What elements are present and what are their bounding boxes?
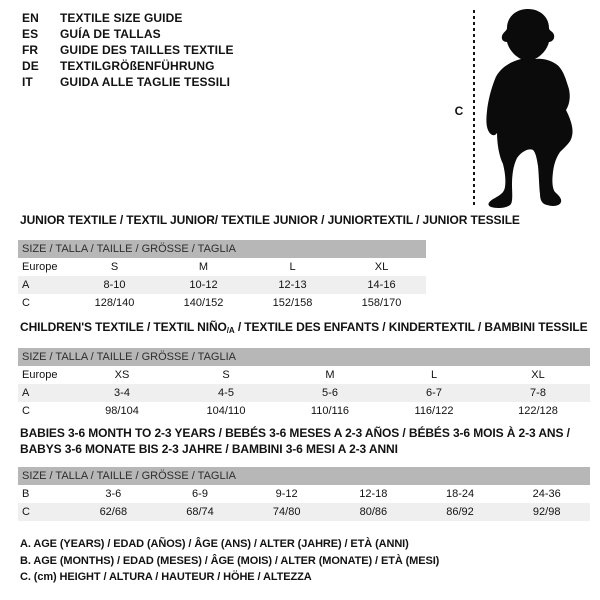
babies-table-title [20,426,570,456]
age-cell: 3-6 [105,488,122,500]
age-cell: 14-16 [367,279,396,291]
row-label: C [22,405,30,417]
size-cell: M [325,369,335,381]
size-header-bar: SIZE / TALLA / TAILLE / GRÖSSE / TAGLIA [18,240,426,258]
age-cell: 5-6 [322,387,338,399]
row-label: A [22,387,30,399]
size-header-bar: SIZE / TALLA / TAILLE / GRÖSSE / TAGLIA [18,467,590,485]
age-cell: 18-24 [445,488,475,500]
size-cell: XL [531,369,545,381]
age-cell: 10-12 [189,279,218,291]
language-label: GUÍA DE TALLAS [60,27,161,41]
title-line-2: BABYS 3-6 MONATE BIS 2-3 JAHRE / BAMBINI 3-6 MESI A 2-3 ANNI [20,442,398,456]
height-cell: 68/74 [186,506,214,518]
language-code: IT [22,75,33,89]
title-subscript: /A [226,326,235,335]
junior-size-table [18,240,426,312]
children-table-title [20,320,588,338]
height-measure-label: C [454,104,464,118]
height-cell: 110/116 [310,405,350,417]
language-label: TEXTILGRÖßENFÜHRUNG [60,59,215,73]
language-row-it [22,74,234,90]
size-cell: L [289,261,296,273]
language-code: EN [22,11,39,25]
size-cell: L [430,369,438,381]
footnote-age-months: B. AGE (MONTHS) / EDAD (MESES) / ÂGE (MOIS) / ALTER (MONATE) / ETÀ (MESI) [20,554,440,567]
age-cell: 9-12 [275,488,298,500]
height-cell: 80/86 [359,506,388,518]
size-cell: S [222,369,230,381]
language-code: ES [22,27,39,41]
age-cell: 8-10 [103,279,126,291]
table-row-height [18,402,590,420]
table-row-europe [18,366,590,384]
height-cell: 158/170 [361,297,402,309]
language-code: DE [22,59,39,73]
height-cell: 128/140 [94,297,135,309]
language-row-en [22,10,234,26]
size-cell: XS [114,369,130,381]
children-size-table [18,348,590,420]
height-cell: 74/80 [272,506,301,518]
footnote-height-cm: C. (cm) HEIGHT / ALTURA / HAUTEUR / HÖHE / ALTEZZA [20,571,312,583]
age-cell: 3-4 [114,387,130,399]
height-cell: 122/128 [518,405,558,417]
height-cell: 152/158 [272,297,313,309]
size-cell: S [110,261,119,273]
age-cell: 4-5 [218,387,234,399]
junior-table-title: JUNIOR TEXTILE / TEXTIL JUNIOR/ TEXTILE JUNIOR / JUNIORTEXTIL / JUNIOR TESSILE [20,213,520,227]
table-row-europe [18,258,426,276]
height-cell: 98/104 [105,405,139,417]
age-cell: 7-8 [530,387,546,399]
language-code: FR [22,43,39,57]
age-cell: 24-36 [532,488,561,500]
table-row-age-months [18,485,590,503]
row-label: C [22,506,30,518]
language-label: GUIDA ALLE TAGLIE TESSILI [60,75,231,89]
language-label: GUIDE DES TAILLES TEXTILE [60,43,234,57]
row-label: C [22,297,30,309]
height-cell: 92/98 [532,506,561,518]
age-cell: 12-13 [278,279,307,291]
table-row-age [18,276,426,294]
language-row-de [22,58,234,74]
table-row-age [18,384,590,402]
footnote-age-years: A. AGE (YEARS) / EDAD (AÑOS) / ÂGE (ANS) / ALTER (JAHRE) / ETÀ (ANNI) [20,538,409,550]
height-cell: 62/68 [99,506,128,518]
height-cell: 140/152 [183,297,224,309]
age-cell: 6-9 [192,488,208,500]
age-cell: 6-7 [426,387,442,399]
height-figure [440,0,590,215]
size-cell: XL [374,261,389,273]
table-row-height [18,294,426,312]
row-label: B [22,488,30,500]
size-header-bar: SIZE / TALLA / TAILLE / GRÖSSE / TAGLIA [18,348,590,366]
language-label: TEXTILE SIZE GUIDE [60,11,183,25]
age-cell: 12-18 [359,488,388,500]
row-label: Europe [22,261,58,273]
height-measure-dashed-line [473,10,475,206]
babies-size-table [18,467,590,521]
table-row-height [18,503,590,521]
footnote-legend [20,536,439,586]
title-text: / TEXTILE DES ENFANTS / KINDERTEXTIL / BAMBINI TESSILE [234,320,588,334]
title-line-1: BABIES 3-6 MONTH TO 2-3 YEARS / BEBÉS 3-6 MESES A 2-3 AÑOS / BÉBÉS 3-6 MOIS À 2-3 ANS / [20,426,570,440]
height-cell: 86/92 [446,506,474,518]
language-row-es [22,26,234,42]
height-cell: 116/122 [414,405,454,417]
size-cell: M [198,261,209,273]
row-label: A [22,279,30,291]
row-label: Europe [22,369,58,381]
title-text: CHILDREN'S TEXTILE / TEXTIL NIÑO [20,320,227,334]
baby-silhouette-icon [484,8,576,210]
height-cell: 104/110 [206,405,246,417]
language-row-fr [22,42,234,58]
language-title-list [22,10,234,90]
